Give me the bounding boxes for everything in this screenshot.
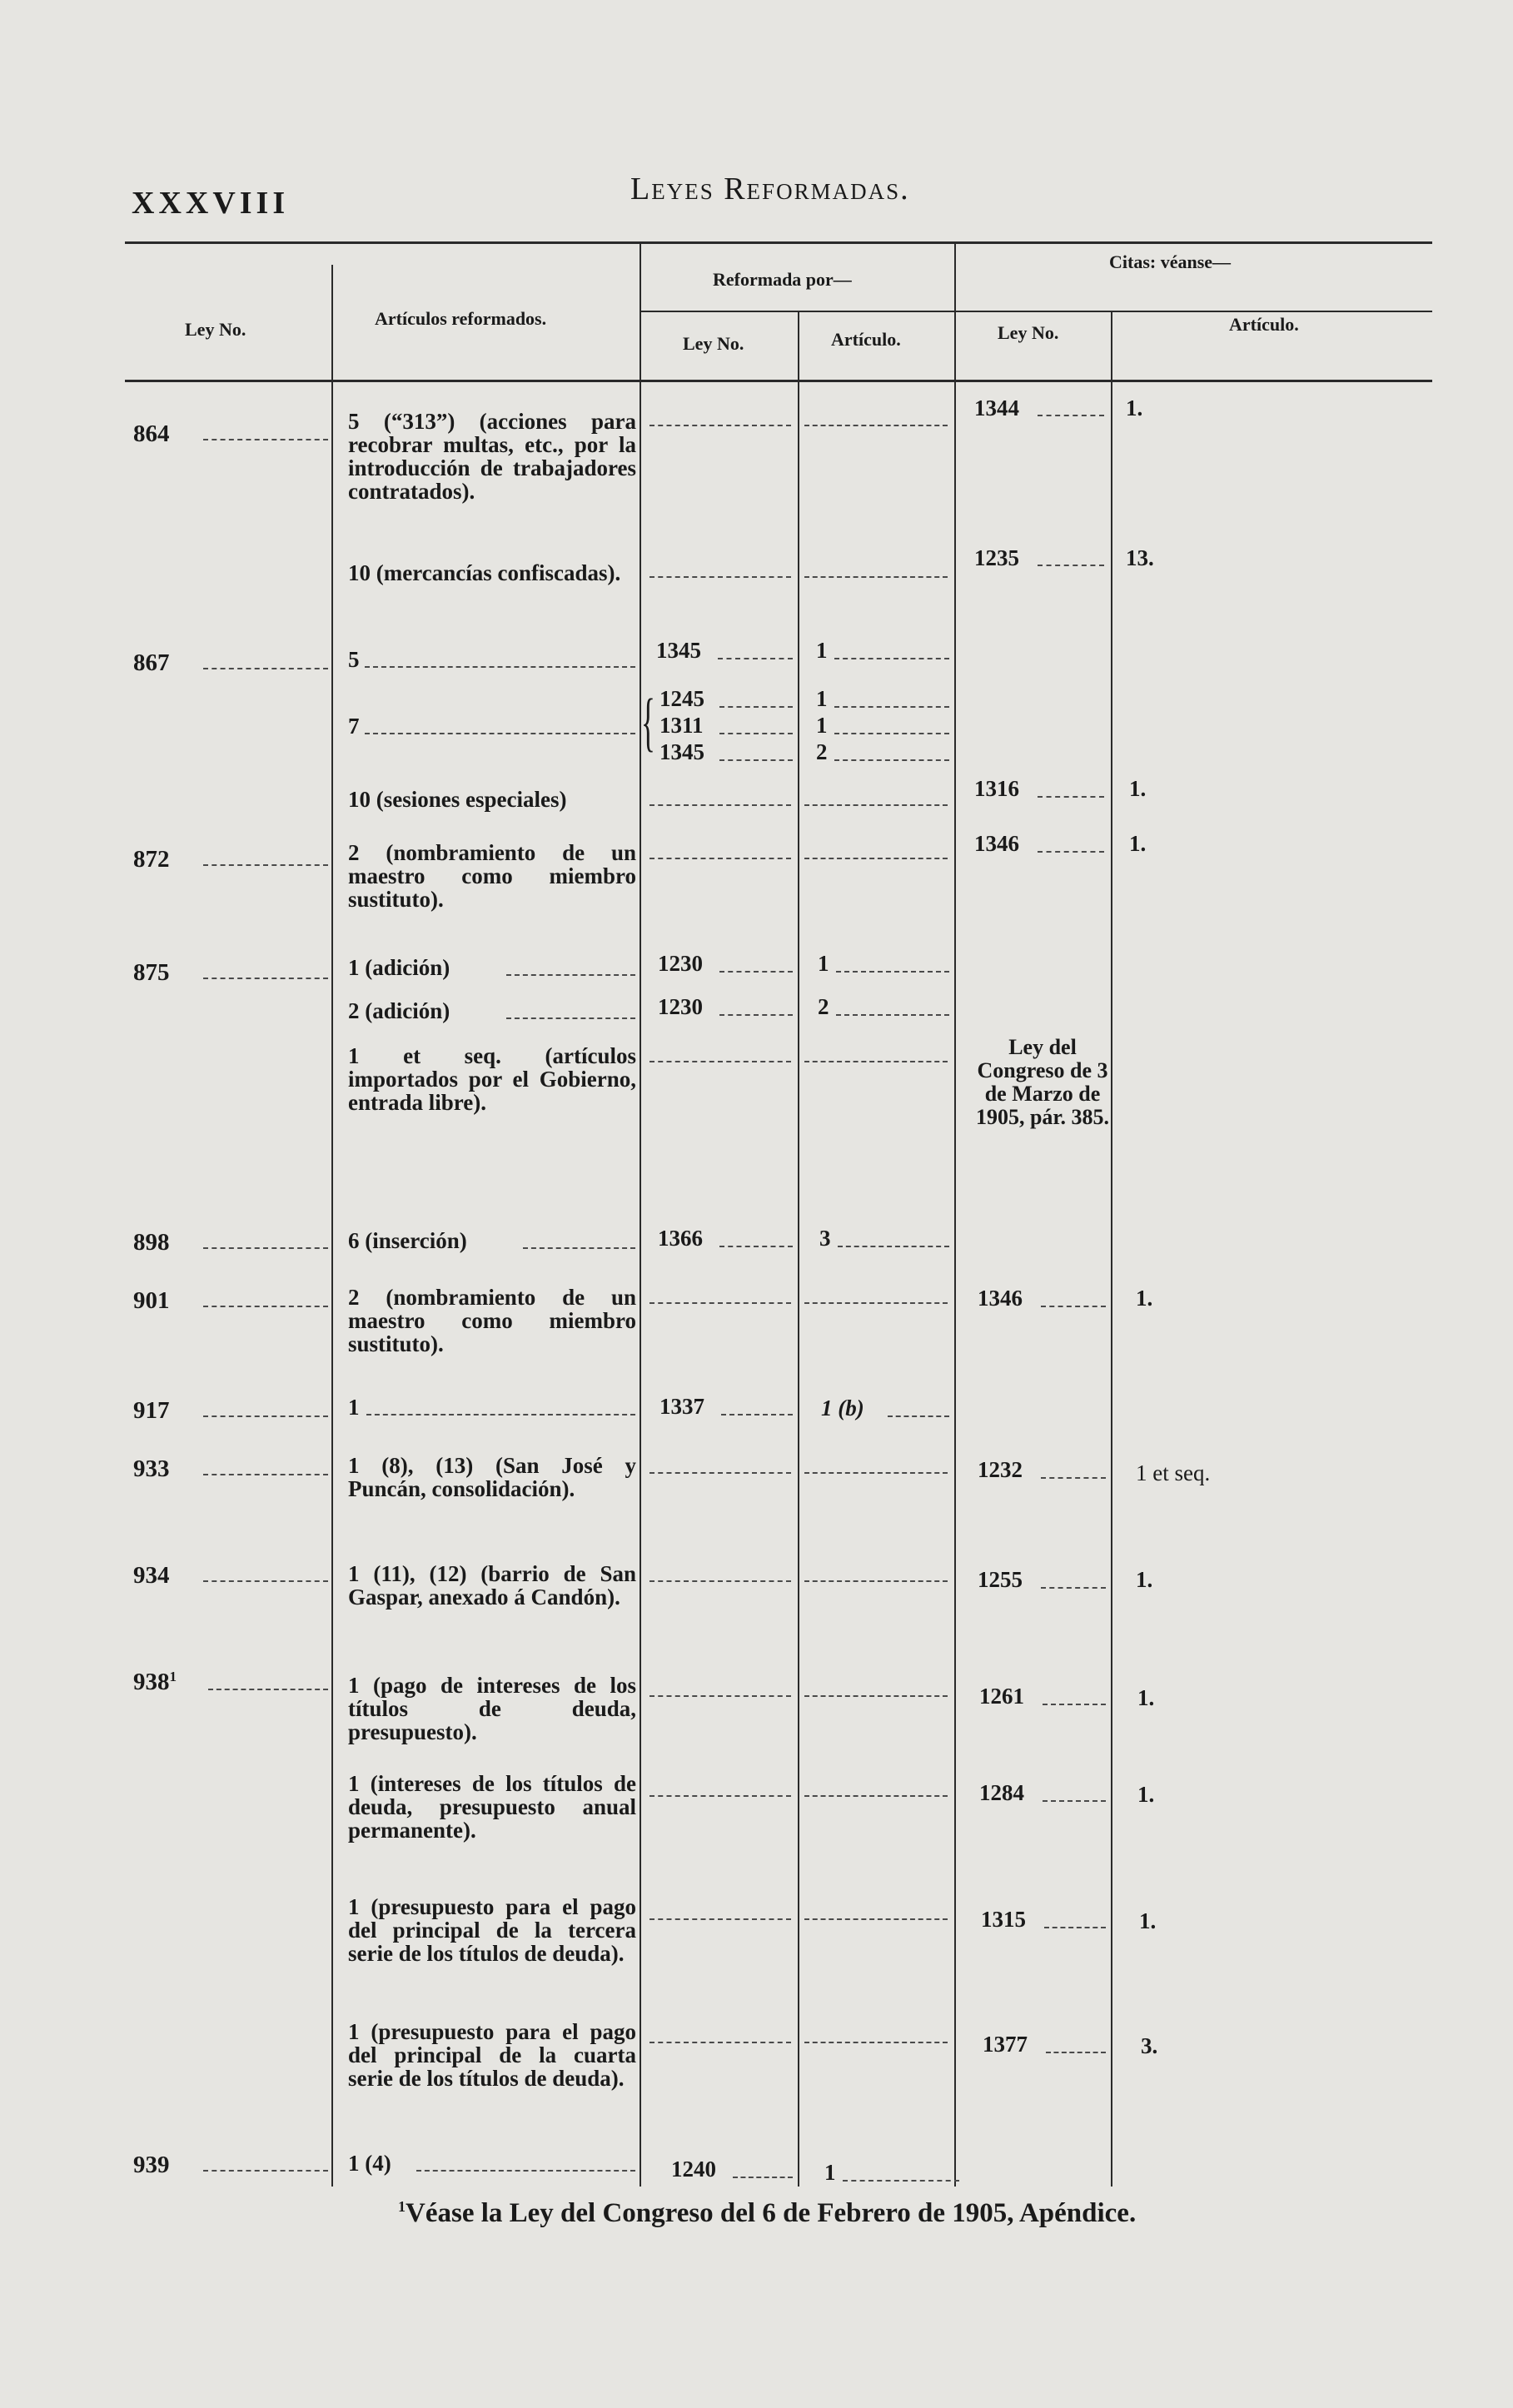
leader-dots bbox=[1038, 565, 1104, 566]
header-ref-articulo: Artículo. bbox=[831, 329, 901, 350]
footnote bbox=[398, 2198, 1136, 2229]
reformada-articulo: 2 bbox=[816, 739, 828, 764]
leader-dots bbox=[208, 1689, 328, 1690]
leader-dots bbox=[804, 1472, 948, 1474]
footnote-mark: 1 bbox=[169, 1669, 177, 1684]
cita-ley: 1346 bbox=[978, 1286, 1023, 1311]
cita-articulo: 1. bbox=[1137, 1782, 1155, 1807]
leader-dots bbox=[649, 858, 791, 859]
ley-number-value: 938 bbox=[133, 1669, 170, 1695]
leader-dots bbox=[649, 1472, 791, 1474]
col-divider-1 bbox=[331, 265, 333, 2187]
cita-ley: 1377 bbox=[983, 2032, 1028, 2057]
leader-dots bbox=[416, 2170, 635, 2172]
leader-dots bbox=[836, 1014, 949, 1016]
articulo-text: 2 (adición) bbox=[348, 998, 450, 1023]
leader-dots bbox=[365, 666, 635, 668]
leader-dots bbox=[203, 1580, 328, 1582]
page-number: XXXVIII bbox=[132, 186, 290, 221]
leader-dots bbox=[649, 2042, 791, 2043]
articulo-text: 1 (presupuesto para el pago del principal de la cuarta serie de los títulos de deuda). bbox=[348, 2019, 636, 2091]
cita-ley: 1315 bbox=[981, 1907, 1026, 1932]
leader-dots bbox=[365, 733, 635, 734]
leader-dots bbox=[1038, 415, 1104, 416]
cita-ley: 1346 bbox=[974, 831, 1019, 856]
leader-dots bbox=[804, 1795, 948, 1797]
leader-dots bbox=[203, 1247, 328, 1249]
cita-articulo: 1. bbox=[1136, 1567, 1153, 1592]
leader-dots bbox=[804, 1302, 948, 1304]
reformada-ley: 1230 bbox=[658, 951, 703, 976]
leader-dots bbox=[506, 1017, 635, 1019]
reformada-ley: 1245 bbox=[659, 686, 704, 711]
header-cita-articulo: Artículo. bbox=[1229, 314, 1299, 335]
articulo-text: 5 bbox=[348, 647, 360, 672]
ley-number: 901 bbox=[133, 1287, 170, 1314]
leader-dots bbox=[804, 576, 948, 578]
leader-dots bbox=[834, 658, 949, 659]
articulo-text: 1 (11), (12) (barrio de San Gaspar, anexado á Candón). bbox=[348, 1561, 636, 1609]
ley-number: 917 bbox=[133, 1397, 170, 1424]
articulo-text: 7 bbox=[348, 714, 360, 739]
cita-ley: 1284 bbox=[979, 1780, 1024, 1805]
cita-articulo: 3. bbox=[1141, 2033, 1158, 2058]
cita-ley: 1316 bbox=[974, 776, 1019, 801]
ley-number: 875 bbox=[133, 959, 170, 986]
leader-dots bbox=[804, 804, 948, 806]
col-divider-3 bbox=[798, 311, 799, 2187]
reformada-ley: 1240 bbox=[671, 2157, 716, 2182]
header-reformada-por: Reformada por— bbox=[713, 269, 852, 290]
articulo-text: 10 (sesiones especiales) bbox=[348, 787, 567, 812]
leader-dots bbox=[804, 1580, 948, 1582]
leader-dots bbox=[838, 1246, 949, 1247]
cita-ley: 1261 bbox=[979, 1684, 1024, 1709]
articulo-text: 1 et seq. (artículos importados por el Gobierno, entrada libre). bbox=[348, 1043, 636, 1115]
reformada-articulo: 1 bbox=[816, 713, 828, 738]
cita-note: Ley del Congreso de 3 de Marzo de 1905, pár. 385. bbox=[975, 1035, 1110, 1129]
leader-dots bbox=[649, 1302, 791, 1304]
reformada-articulo: 1 bbox=[816, 638, 828, 663]
leader-dots bbox=[1038, 851, 1104, 853]
page-title: Leyes Reformadas. bbox=[630, 172, 910, 206]
leader-dots bbox=[719, 971, 793, 973]
header-bottom-rule bbox=[125, 380, 1432, 382]
leader-dots bbox=[649, 425, 791, 426]
ley-number: 898 bbox=[133, 1229, 170, 1256]
leader-dots bbox=[888, 1415, 949, 1417]
leader-dots bbox=[203, 668, 328, 669]
leader-dots bbox=[836, 971, 949, 973]
leader-dots bbox=[649, 1580, 791, 1582]
leader-dots bbox=[1043, 1704, 1106, 1705]
leader-dots bbox=[719, 1014, 793, 1016]
ley-number: 934 bbox=[133, 1562, 170, 1589]
reformada-ley: 1366 bbox=[658, 1226, 703, 1251]
leader-dots bbox=[203, 2170, 328, 2172]
leader-dots bbox=[523, 1247, 635, 1249]
footnote-text: Véase la Ley del Congreso del 6 de Febrero de 1905, Apéndice. bbox=[406, 2198, 1137, 2228]
articulo-text: 5 (“313”) (acciones para recobrar multas, etc., por la introducción de trabajadores contratados). bbox=[348, 409, 636, 504]
leader-dots bbox=[203, 978, 328, 979]
leader-dots bbox=[1038, 796, 1104, 798]
articulo-text: 1 bbox=[348, 1395, 360, 1420]
leader-dots bbox=[733, 2177, 793, 2178]
cita-articulo: 1. bbox=[1129, 776, 1147, 801]
reformada-ley: 1345 bbox=[656, 638, 701, 663]
leader-dots bbox=[718, 658, 793, 659]
cita-articulo: 1. bbox=[1136, 1286, 1153, 1311]
reformada-articulo: 1 bbox=[818, 951, 829, 976]
leader-dots bbox=[1043, 1800, 1106, 1802]
leader-dots bbox=[203, 1415, 328, 1417]
leader-dots bbox=[1041, 1587, 1106, 1589]
ley-number: 867 bbox=[133, 649, 170, 676]
header-ley-no: Ley No. bbox=[185, 319, 246, 340]
leader-dots bbox=[719, 1246, 793, 1247]
articulo-text: 1 (presupuesto para el pago del principal de la tercera serie de los títulos de deuda). bbox=[348, 1894, 636, 1966]
header-articulos: Artículos reformados. bbox=[375, 308, 547, 329]
leader-dots bbox=[843, 2180, 959, 2182]
top-rule bbox=[125, 241, 1432, 244]
ley-number bbox=[133, 1669, 177, 1696]
reformada-ley: 1230 bbox=[658, 994, 703, 1019]
articulo-text: 10 (mercancías confiscadas). bbox=[348, 560, 621, 585]
reformada-ley: 1337 bbox=[659, 1394, 704, 1419]
leader-dots bbox=[719, 759, 793, 761]
reformada-articulo: 3 bbox=[819, 1226, 831, 1251]
ley-number: 864 bbox=[133, 420, 170, 447]
cita-ley: 1235 bbox=[974, 545, 1019, 570]
leader-dots bbox=[203, 1474, 328, 1475]
cita-articulo: 1. bbox=[1137, 1685, 1155, 1710]
reformada-ley: 1345 bbox=[659, 739, 704, 764]
leader-dots bbox=[804, 2042, 948, 2043]
header-mid-rule bbox=[640, 311, 1432, 312]
ley-number: 933 bbox=[133, 1455, 170, 1482]
leader-dots bbox=[203, 1306, 328, 1307]
articulo-text: 1 (intereses de los títulos de deuda, presupuesto anual permanente). bbox=[348, 1771, 636, 1843]
leader-dots bbox=[834, 759, 949, 761]
cita-articulo: 1 et seq. bbox=[1136, 1460, 1211, 1485]
col-divider-4 bbox=[954, 243, 956, 2187]
cita-articulo: 1. bbox=[1139, 1908, 1157, 1933]
reformada-articulo: 2 bbox=[818, 994, 829, 1019]
reformada-articulo: 1 (b) bbox=[821, 1396, 864, 1420]
articulo-text: 2 (nombramiento de un maestro como miembro sustituto). bbox=[348, 840, 636, 912]
leader-dots bbox=[719, 733, 793, 734]
articulo-text: 6 (inserción) bbox=[348, 1228, 467, 1253]
reformada-ley: 1311 bbox=[659, 713, 704, 738]
reformada-articulo: 1 bbox=[816, 686, 828, 711]
footnote-mark: 1 bbox=[398, 2198, 406, 2215]
leader-dots bbox=[649, 1061, 791, 1062]
articulo-text: 1 (8), (13) (San José y Puncán, consolidación). bbox=[348, 1453, 636, 1501]
brace-symbol: { bbox=[641, 685, 655, 758]
leader-dots bbox=[203, 439, 328, 440]
leader-dots bbox=[366, 1414, 635, 1415]
leader-dots bbox=[649, 1918, 791, 1920]
leader-dots bbox=[804, 1061, 948, 1062]
leader-dots bbox=[649, 804, 791, 806]
articulo-text: 1 (pago de intereses de los títulos de deuda, presupuesto). bbox=[348, 1673, 636, 1744]
leader-dots bbox=[649, 576, 791, 578]
leader-dots bbox=[1041, 1306, 1106, 1307]
articulo-text: 1 (adición) bbox=[348, 955, 450, 980]
ley-number: 872 bbox=[133, 846, 170, 873]
leader-dots bbox=[721, 1414, 793, 1415]
leader-dots bbox=[1044, 1927, 1106, 1928]
leader-dots bbox=[203, 864, 328, 866]
articulo-text: 1 (4) bbox=[348, 2151, 391, 2176]
leader-dots bbox=[804, 858, 948, 859]
leader-dots bbox=[1046, 2052, 1106, 2053]
leader-dots bbox=[834, 733, 949, 734]
cita-articulo: 1. bbox=[1129, 831, 1147, 856]
ley-number: 939 bbox=[133, 2152, 170, 2178]
header-cita-ley-no: Ley No. bbox=[998, 322, 1059, 343]
leader-dots bbox=[719, 706, 793, 708]
leader-dots bbox=[506, 974, 635, 976]
cita-ley: 1344 bbox=[974, 396, 1019, 420]
col-divider-5 bbox=[1111, 311, 1112, 2187]
leader-dots bbox=[804, 1918, 948, 1920]
leader-dots bbox=[649, 1795, 791, 1797]
cita-articulo: 1. bbox=[1126, 396, 1143, 420]
articulo-text: 2 (nombramiento de un maestro como miembro sustituto). bbox=[348, 1285, 636, 1356]
col-divider-2 bbox=[640, 243, 641, 2187]
cita-ley: 1255 bbox=[978, 1567, 1023, 1592]
header-citas: Citas: véanse— bbox=[1109, 251, 1232, 272]
leader-dots bbox=[804, 1695, 948, 1697]
cita-articulo: 13. bbox=[1126, 545, 1154, 570]
leader-dots bbox=[804, 425, 948, 426]
reformada-articulo: 1 bbox=[824, 2160, 836, 2185]
leader-dots bbox=[1041, 1477, 1106, 1479]
cita-ley: 1232 bbox=[978, 1457, 1023, 1482]
header-ref-ley-no: Ley No. bbox=[683, 333, 744, 354]
leader-dots bbox=[649, 1695, 791, 1697]
leader-dots bbox=[834, 706, 949, 708]
